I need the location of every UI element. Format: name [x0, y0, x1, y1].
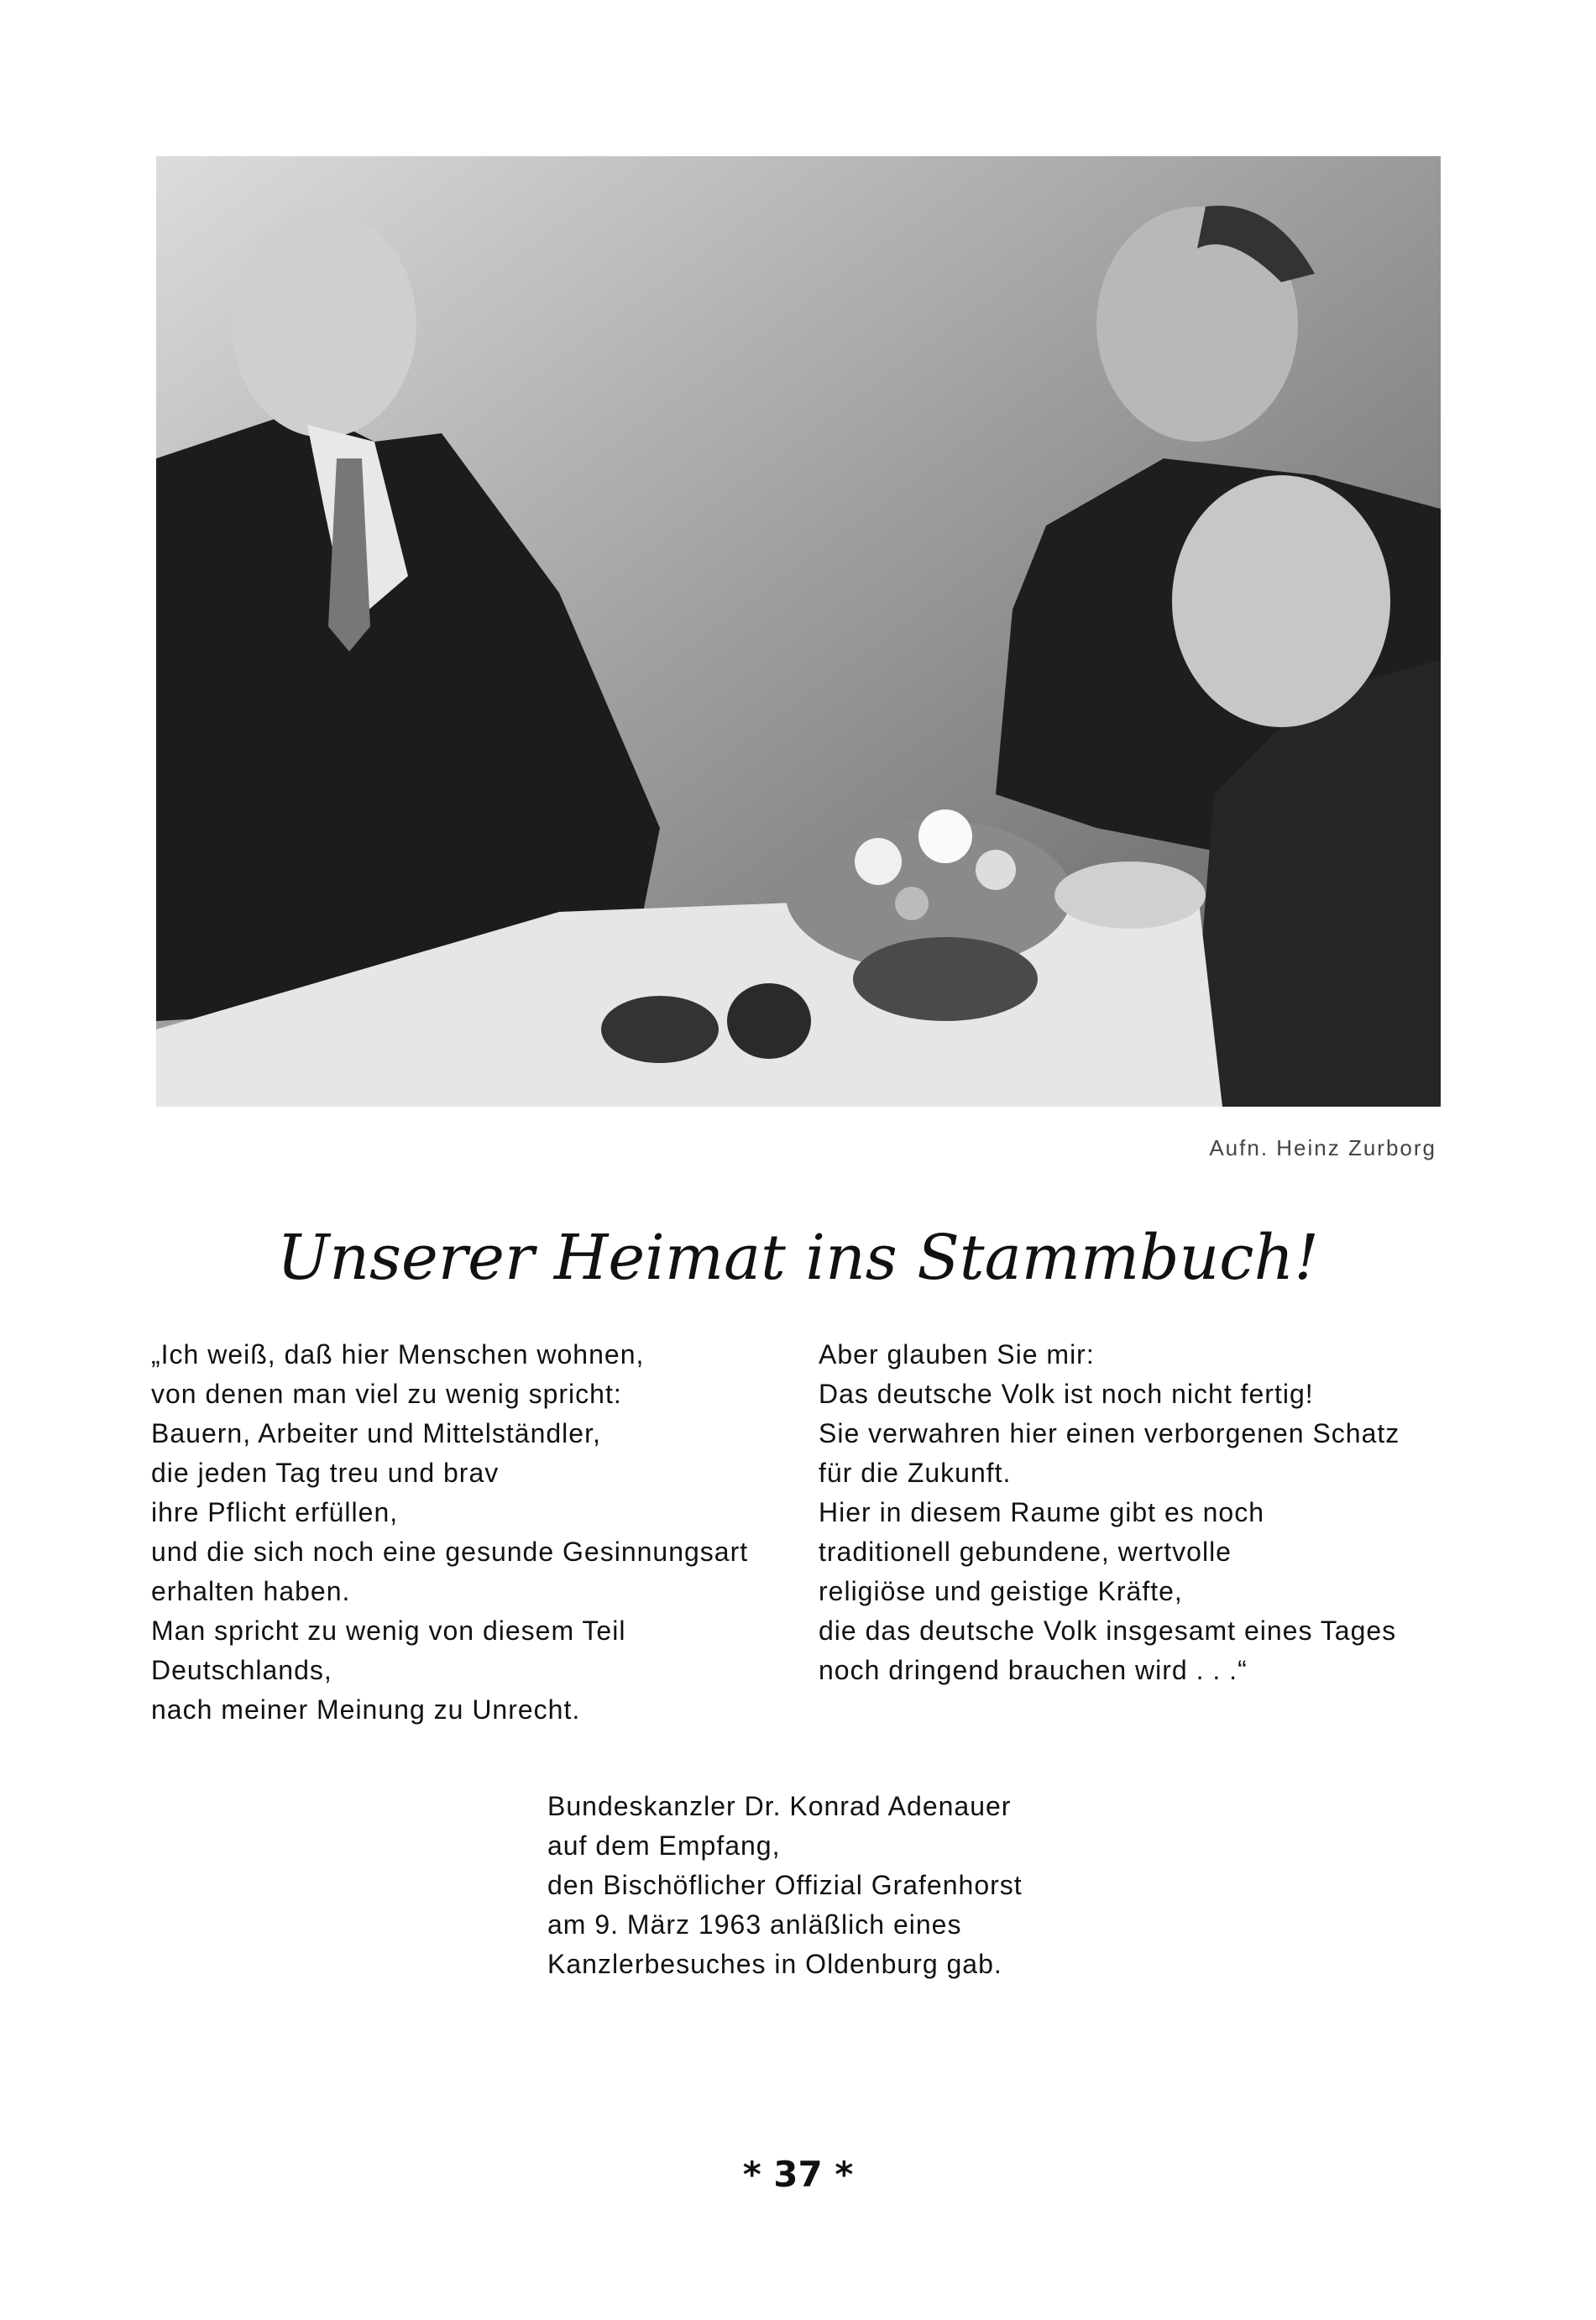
photo-credit: Aufn. Heinz Zurborg: [1209, 1135, 1436, 1160]
quote-line: Deutschlands,: [151, 1655, 332, 1685]
quote-line: von denen man viel zu wenig spricht:: [151, 1379, 622, 1409]
attribution-line: Bundeskanzler Dr. Konrad Adenauer: [547, 1791, 1012, 1821]
attribution-line: auf dem Empfang,: [547, 1830, 781, 1861]
quote-line: Hier in diesem Raume gibt es noch: [819, 1497, 1265, 1527]
attribution-line: am 9. März 1963 anläßlich eines: [547, 1909, 962, 1940]
quote-line: ihre Pflicht erfüllen,: [151, 1497, 399, 1527]
quote-line: erhalten haben.: [151, 1576, 351, 1606]
quote-line: Bauern, Arbeiter und Mittelständler,: [151, 1418, 601, 1448]
quote-line: noch dringend brauchen wird . . .“: [819, 1655, 1248, 1685]
page-title: Unserer Heimat ins Stammbuch!: [277, 1222, 1319, 1294]
page-number: * 37 *: [742, 2154, 854, 2195]
quote-left-column: [151, 1335, 798, 1730]
quote-right-column: [819, 1335, 1457, 1690]
photograph: [156, 156, 1441, 1107]
quote-line: Aber glauben Sie mir:: [819, 1339, 1095, 1369]
quote-line: religiöse und geistige Kräfte,: [819, 1576, 1183, 1606]
quote-line: „Ich weiß, daß hier Menschen wohnen,: [151, 1339, 645, 1369]
quote-line: Man spricht zu wenig von diesem Teil: [151, 1616, 626, 1646]
attribution-line: Kanzlerbesuches in Oldenburg gab.: [547, 1949, 1002, 1979]
quote-line: Das deutsche Volk ist noch nicht fertig!: [819, 1379, 1314, 1409]
quote-line: die das deutsche Volk insgesamt eines Tages: [819, 1616, 1397, 1646]
quote-line: nach meiner Meinung zu Unrecht.: [151, 1694, 581, 1725]
quote-line: die jeden Tag treu und brav: [151, 1458, 500, 1488]
quote-line: Sie verwahren hier einen verborgenen Schatz: [819, 1418, 1400, 1448]
quote-line: und die sich noch eine gesunde Gesinnungsart: [151, 1537, 749, 1567]
quote-line: für die Zukunft.: [819, 1458, 1012, 1488]
attribution: [547, 1787, 1185, 1984]
attribution-line: den Bischöflicher Offizial Grafenhorst: [547, 1870, 1023, 1900]
photograph-icon: [156, 156, 1441, 1107]
quote-line: traditionell gebundene, wertvolle: [819, 1537, 1232, 1567]
